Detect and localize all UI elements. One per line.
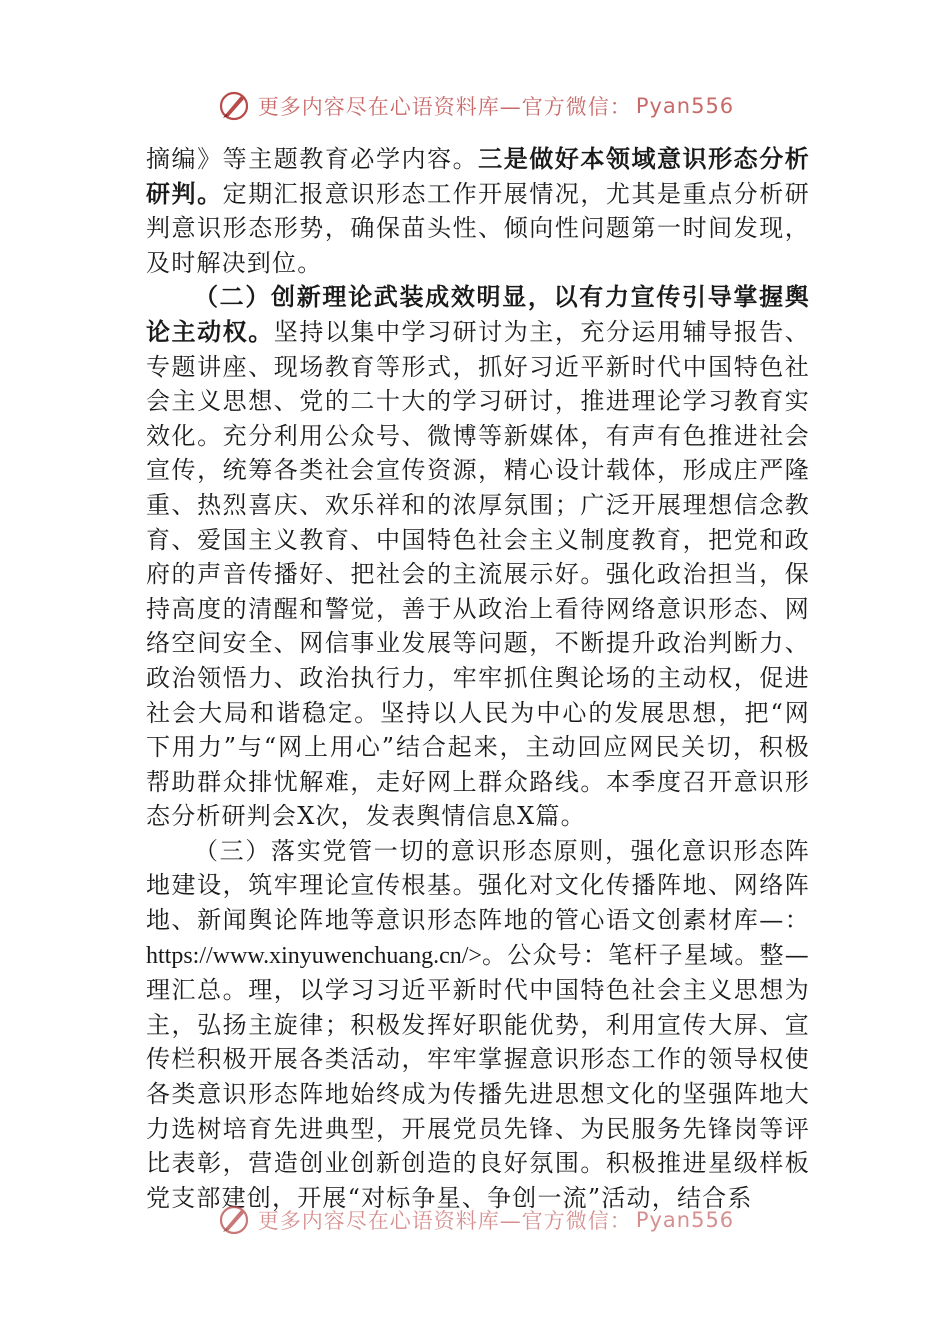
paragraph-2-text: 坚持以集中学习研讨为主，充分运用辅导报告、专题讲座、现场教育等形式，抓好习近平新时代中国特色社会主义思想、党的二十大的学习研讨，推进理论学习教育实效化。充分利用公众号、微博等新媒体，有声有色推进社会宣传，统筹各类社会宣传资源，精心设计载体，形成庄严隆重、热烈喜庆、欢乐祥和的浓厚氛围；广泛开展理想信念教育、爱国主义教育、中国特色社会主义制度教育，把党和政府的声音传播好、把社会的主流展示好。强化政治担当，保持高度的清醒和警觉，善于从政治上看待网络意识形态、网络空间安全、网信事业发展等问题，不断提升政治判断力、政治领悟力、政治执行力，牢牢抓住舆论场的主动权，促进社会大局和谐稳定。坚持以人民为中心的发展思想，把“网下用力”与“网上用心”结合起来，主动回应网民关切，积极帮助群众排忧解难，走好网上群众路线。本季度召开意识形态分析研判会X次，发表舆情信息X篇。 (146, 317, 811, 831)
paragraph-3-text-a: （三）落实党管一切的意识形态原则，强化意识形态阵地建设，筑牢理论宣传根基。强化对文化传播阵地、网络阵地、新闻舆论阵地等意识形态阵地的管心语文创素材库—： (146, 836, 810, 935)
watermark-code: Pyan556 (635, 1208, 735, 1232)
header-watermark (0, 86, 950, 126)
pen-logo-icon (216, 1202, 252, 1238)
paragraph-1-text-a: 摘编》等主题教育必学内容。 (146, 145, 479, 173)
paragraph-1-text-b: 定期汇报意识形态工作开展情况，尤其是重点分析研判意识形态形势，确保苗头性、倾向性问题第一时间发现，及时解决到位。 (146, 179, 810, 277)
paragraph-2 (146, 280, 810, 834)
section-heading-2: （二）创新理论武装成效明显，以有力宣传引导掌握舆论主动权。 (146, 282, 810, 346)
watermark-text: 更多内容尽在心语资料库—官方微信： (257, 95, 632, 119)
paragraph-3 (146, 834, 810, 1216)
footer-watermark (0, 1200, 950, 1240)
document-body (146, 142, 810, 1215)
pen-logo-icon (216, 88, 252, 124)
watermark-code: Pyan556 (635, 94, 735, 118)
watermark-text: 更多内容尽在心语资料库—官方微信： (257, 1209, 632, 1233)
paragraph-3-text-b: 。公众号：笔杆子星域。整—理汇总。理，以学习习近平新时代中国特色社会主义思想为主，弘扬主旋律；积极发挥好职能优势，利用宣传大屏、宣传栏积极开展各类活动，牢牢掌握意识形态工作的领导权使各类意识形态阵地始终成为传播先进思想文化的坚强阵地大力选树培育先进典型，开展党员先锋、为民服务先锋岗等评比表彰，营造创业创新创造的良好氛围。积极推进星级样板党支部建创，开展“对标争星、争创一流”活动，结合系 (146, 940, 810, 1212)
paragraph-1 (146, 142, 810, 280)
paragraph-1-bold: 三是做好本领域意识形态分析研判。 (146, 144, 810, 208)
paragraph-3-url: https://www.xinyuwenchuang.cn/> (146, 942, 482, 969)
